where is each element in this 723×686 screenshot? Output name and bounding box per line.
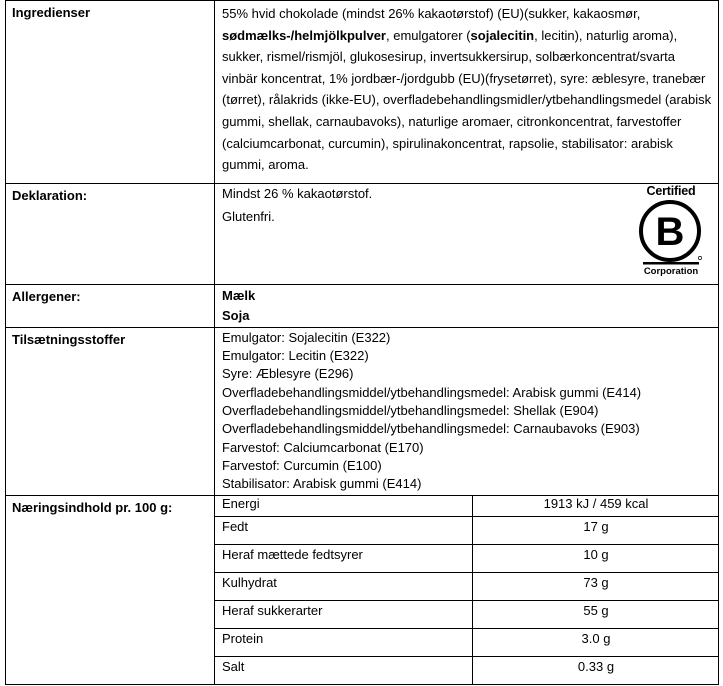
product-spec-table bbox=[5, 0, 719, 685]
additive-item: Overfladebehandlingsmiddel/ytbehandlingsmedel: Arabisk gummi (E414) bbox=[222, 384, 642, 400]
nutrient-value: 0.33 g bbox=[473, 656, 719, 684]
allergens-row bbox=[6, 284, 719, 327]
nutrient-name: Heraf mættede fedtsyrer bbox=[215, 544, 473, 572]
allergen-item: Soja bbox=[222, 307, 250, 323]
nutrition-table-row bbox=[215, 572, 718, 600]
additives-row bbox=[6, 327, 719, 495]
nutrient-value: 10 g bbox=[473, 544, 719, 572]
additives-label: Tilsætningsstoffer bbox=[6, 327, 215, 495]
nutrition-table bbox=[215, 496, 718, 684]
ingredients-segment: 55% hvid chokolade (mindst 26% kakaotørstof) (EU)(sukker, kakaosmør, bbox=[222, 6, 641, 21]
declaration-label: Deklaration: bbox=[6, 183, 215, 284]
additive-item: Emulgator: Sojalecitin (E322) bbox=[222, 329, 391, 345]
nutrition-table-row bbox=[215, 544, 718, 572]
nutrient-name: Kulhydrat bbox=[215, 572, 473, 600]
declaration-line: Mindst 26 % kakaotørstof. bbox=[222, 185, 373, 201]
b-corp-letter: B bbox=[655, 209, 685, 254]
nutrition-row bbox=[6, 495, 719, 684]
nutrition-table-row bbox=[215, 496, 718, 517]
additive-item: Farvestof: Curcumin (E100) bbox=[222, 457, 382, 473]
ingredients-allergen-milk: sødmælks-/helmjölkpulver bbox=[222, 27, 386, 43]
additive-item: Overfladebehandlingsmiddel/ytbehandlingsmedel: Carnaubavoks (E903) bbox=[222, 421, 640, 437]
nutrient-value: 73 g bbox=[473, 572, 719, 600]
additives-cell bbox=[215, 327, 719, 495]
nutrient-name: Energi bbox=[215, 496, 473, 517]
nutrient-value: 1913 kJ / 459 kcal bbox=[473, 496, 719, 517]
ingredients-segment: , lecitin), naturlig aroma), sukker, rismel/rismjöl, glukosesirup, invertsukkersirup, solbærkoncentrat/svarta vinbär koncentrat, 1% jordbær-/jordgubb (EU)(frysetørret), syre: æblesyre, tranebær (tørret), rålakrids (ikke-EU), overfladebehandlingsmidler/ytbehandlingsmedel (arabisk gummi, shellak, carnaubavoks), naturlige aromaer, citronkoncentrat, farvestoffer (calciumcarbonat, curcumin), spirulinakoncentrat, rapsolie, stabilisator: arabisk gummi, aroma. bbox=[222, 27, 712, 173]
b-corp-corporation-text: Corporation bbox=[643, 265, 699, 277]
additive-item: Farvestof: Calciumcarbonat (E170) bbox=[222, 439, 424, 455]
b-corp-certified-text: Certified bbox=[646, 183, 696, 198]
b-corp-circle-icon bbox=[639, 198, 703, 266]
ingredients-segment: , emulgatorer ( bbox=[386, 27, 471, 43]
nutrient-name: Fedt bbox=[215, 516, 473, 544]
additive-item: Emulgator: Lecitin (E322) bbox=[222, 348, 369, 364]
nutrient-value: 17 g bbox=[473, 516, 719, 544]
nutrition-cell bbox=[215, 495, 719, 684]
nutrition-table-row bbox=[215, 656, 718, 684]
ingredients-label: Ingredienser bbox=[6, 1, 215, 184]
nutrient-value: 3.0 g bbox=[473, 628, 719, 656]
nutrient-name: Heraf sukkerarter bbox=[215, 600, 473, 628]
allergens-label: Allergener: bbox=[6, 284, 215, 327]
allergen-item: Mælk bbox=[222, 287, 256, 303]
allergens-cell bbox=[215, 284, 719, 327]
ingredients-row bbox=[6, 1, 719, 184]
declaration-row bbox=[6, 183, 719, 284]
declaration-line: Glutenfri. bbox=[222, 208, 275, 224]
b-corp-logo-icon bbox=[639, 184, 703, 277]
declaration-cell bbox=[215, 183, 719, 284]
nutrient-name: Protein bbox=[215, 628, 473, 656]
additive-item: Stabilisator: Arabisk gummi (E414) bbox=[222, 476, 422, 492]
nutrient-name: Salt bbox=[215, 656, 473, 684]
additive-item: Overfladebehandlingsmiddel/ytbehandlingsmedel: Shellak (E904) bbox=[222, 402, 599, 418]
nutrition-table-row bbox=[215, 516, 718, 544]
nutrition-table-row bbox=[215, 600, 718, 628]
nutrition-label: Næringsindhold pr. 100 g: bbox=[6, 495, 215, 684]
ingredients-cell bbox=[215, 1, 719, 184]
nutrition-table-row bbox=[215, 628, 718, 656]
additive-item: Syre: Æblesyre (E296) bbox=[222, 366, 354, 382]
ingredients-text bbox=[222, 1, 712, 183]
ingredients-allergen-soy: sojalecitin bbox=[470, 27, 535, 43]
nutrient-value: 55 g bbox=[473, 600, 719, 628]
